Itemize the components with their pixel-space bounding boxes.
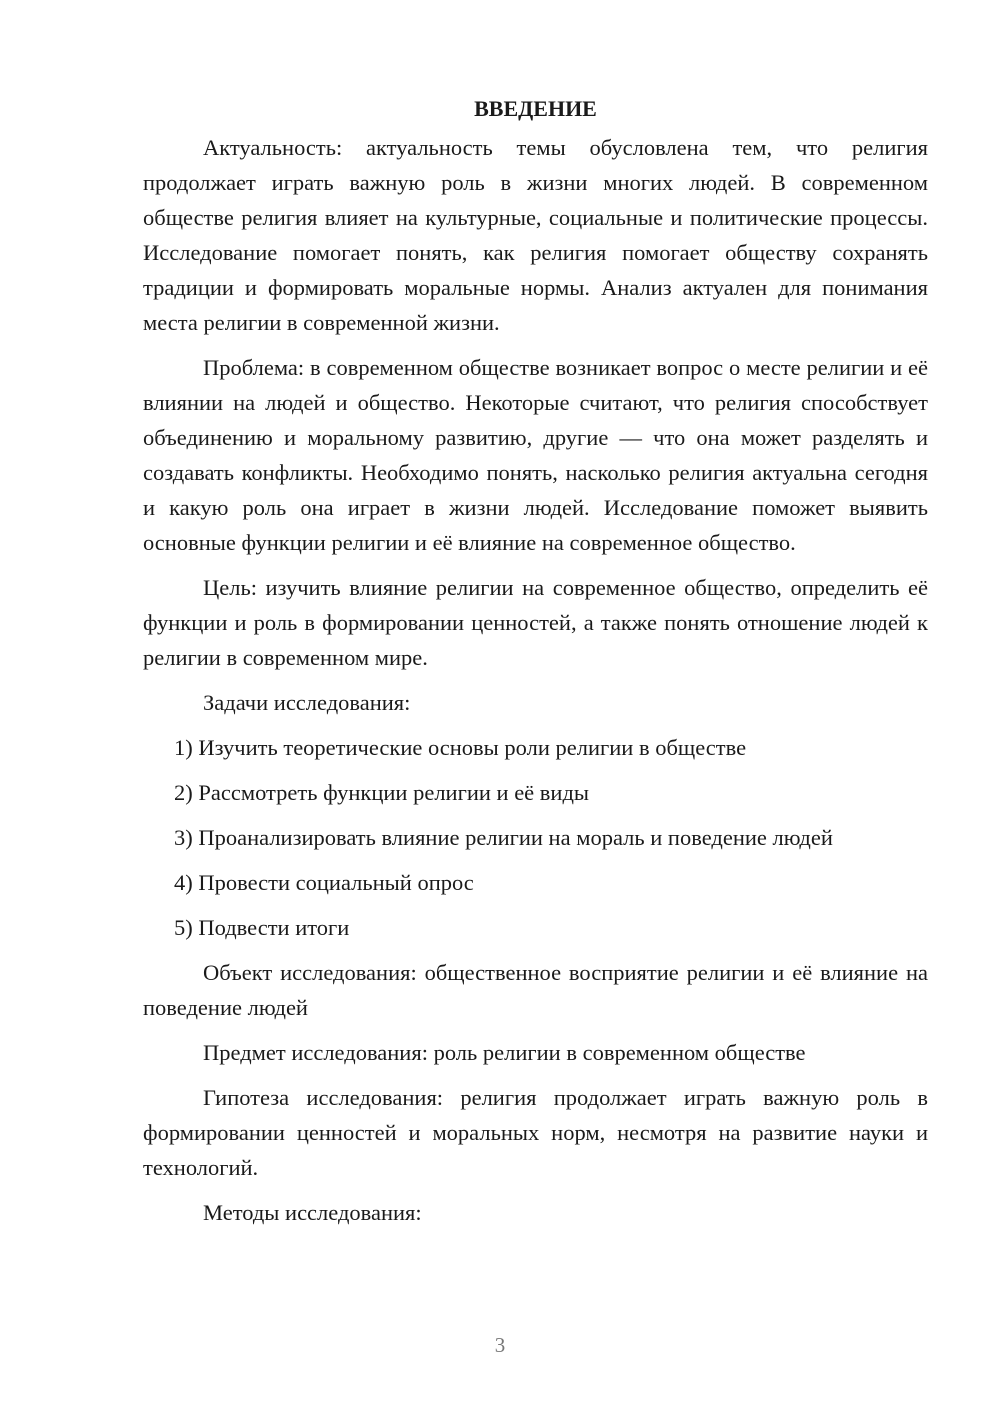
tasks-heading: Задачи исследования: [203,690,411,715]
relevance-paragraph: Актуальность: актуальность темы обусловлена тем, что религия продолжает играть важную роль в жизни многих людей. В современном обществе религия влияет на культурные, социальные и политические процессы. Исследование помогает понять, как религия помогает обществу сохранять традиции и формировать моральные нормы. Анализ актуален для понимания места религии в современной жизни. [143,135,928,335]
list-item: 2) Рассмотреть функции религии и её виды [174,780,590,805]
list-item: 3) Проанализировать влияние религии на мораль и поведение людей [174,825,833,850]
list-item: 1) Изучить теоретические основы роли религии в обществе [174,735,747,760]
list-item: 4) Провести социальный опрос [174,870,474,895]
hypothesis-paragraph: Гипотеза исследования: религия продолжает играть важную роль в формировании ценностей и моральных норм, несмотря на развитие науки и технологий. [143,1085,928,1180]
page-number: 3 [494,1333,506,1357]
problem-paragraph: Проблема: в современном обществе возникает вопрос о месте религии и её влиянии на людей и общество. Некоторые считают, что религия способствует объединению и моральному развитию, другие — что она может разделять и создавать конфликты. Необходимо понять, насколько религия актуальна сегодня и какую роль она играет в жизни людей. Исследование поможет выявить основные функции религии и её влияние на современное общество. [143,355,928,555]
list-item: 5) Подвести итоги [174,915,350,940]
section-title: ВВЕДЕНИЕ [474,96,597,121]
goal-paragraph: Цель: изучить влияние религии на современное общество, определить её функции и роль в формировании ценностей, а также понять отношение людей к религии в современном мире. [143,575,928,670]
page-content [143,92,928,1240]
object-paragraph: Объект исследования: общественное восприятие религии и её влияние на поведение людей [143,960,928,1020]
task-list [143,730,928,945]
subject-paragraph: Предмет исследования: роль религии в современном обществе [203,1040,806,1065]
methods-heading: Методы исследования: [203,1200,422,1225]
